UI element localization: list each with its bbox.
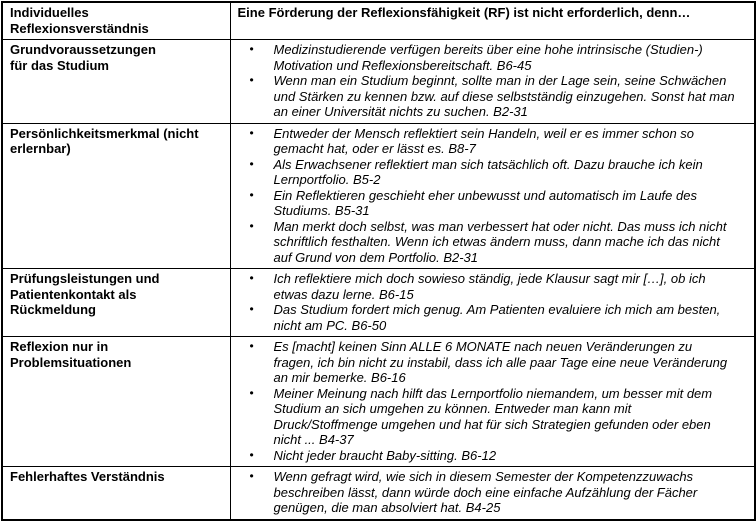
header-row — [2, 2, 755, 40]
quotes-cell — [230, 467, 755, 520]
category-column-header: Individuelles Reflexionsverständnis — [2, 2, 230, 40]
table-row — [2, 123, 755, 269]
category-cell: Fehlerhaftes Verständnis — [2, 467, 230, 520]
bullet-icon: • — [249, 447, 254, 462]
quote-item — [231, 157, 753, 188]
quote-list — [231, 339, 753, 463]
bullet-icon: • — [249, 385, 254, 400]
quote-item — [231, 386, 753, 448]
table-row — [2, 269, 755, 337]
document-page — [0, 1, 756, 521]
quote-item — [231, 73, 753, 120]
bullet-icon: • — [249, 156, 254, 171]
quote-text: Meiner Meinung nach hilft das Lernportfolio niemandem, um besser mit dem Studium an sich umgehen zu können. Entweder man kann mit Druck/Stoffmenge umgehen und hat für sich Strategien gefunden oder eben nicht ... B4-37 — [273, 385, 713, 447]
quotes-cell — [230, 269, 755, 337]
quote-text: Als Erwachsener reflektiert man sich tatsächlich oft. Dazu brauche ich kein Lernportfolio. B5-2 — [273, 156, 703, 187]
quote-list — [231, 271, 753, 333]
quote-list — [231, 42, 753, 120]
table-row — [2, 337, 755, 467]
quote-text: Entweder der Mensch reflektiert sein Handeln, weil er es immer schon so gemacht hat, oder er lässt es. B8-7 — [273, 125, 695, 156]
quote-text: Man merkt doch selbst, was man verbessert hat oder nicht. Das muss ich nicht schriftlich festhalten. Wenn ich etwas ändern muss, dann mache ich das nicht auf Grund von dem Portfolio. B2-31 — [273, 218, 727, 265]
bullet-icon: • — [249, 125, 254, 140]
category-cell: Grundvoraussetzungen für das Studium — [2, 40, 230, 124]
quote-text: Wenn man ein Studium beginnt, sollte man in der Lage sein, seine Schwächen und Stärken zu kennen bzw. auf diese selbstständig einzugehen. Sonst hat man an einer Universität nichts zu suchen. B2-31 — [273, 73, 735, 119]
bullet-icon: • — [249, 73, 254, 87]
quote-item — [231, 339, 753, 386]
quote-text: Ein Reflektieren geschieht eher unbewusst und automatisch im Laufe des Studiums. B5-31 — [273, 187, 697, 218]
category-cell: Prüfungsleistungen und Patientenkontakt als Rückmeldung — [2, 269, 230, 337]
quote-item — [231, 219, 753, 266]
quote-item — [231, 42, 753, 73]
quote-item — [231, 448, 753, 464]
quote-text: Medizinstudierende verfügen bereits über eine hohe intrinsische (Studien-) Motivation und Reflexionsbereitschaft. B6-45 — [273, 42, 703, 73]
category-cell: Reflexion nur in Problemsituationen — [2, 337, 230, 467]
table-row — [2, 467, 755, 520]
quote-text: Nicht jeder braucht Baby-sitting. B6-12 — [273, 447, 497, 463]
quote-item — [231, 271, 753, 302]
quote-item — [231, 302, 753, 333]
reflection-table — [1, 1, 756, 521]
quote-text: Das Studium fordert mich genug. Am Patienten evaluiere ich mich am besten, nicht am PC. B6-50 — [273, 302, 721, 333]
quote-item — [231, 188, 753, 219]
quote-text: Ich reflektiere mich doch sowieso ständig, jede Klausur sagt mir […], ob ich etwas dazu lerne. B6-15 — [273, 271, 706, 302]
quote-text: Es [macht] keinen Sinn ALLE 6 MONATE nach neuen Veränderungen zu fragen, ich bin nicht zu instabil, dass ich alle paar Tage eine neue Veränderung an mir bemerke. B6-16 — [273, 339, 728, 385]
category-cell: Persönlichkeitsmerkmal (nicht erlernbar) — [2, 123, 230, 269]
quote-list — [231, 126, 753, 266]
quote-list — [231, 469, 753, 516]
bullet-icon: • — [249, 302, 254, 316]
bullet-icon: • — [249, 187, 254, 202]
quotes-cell — [230, 40, 755, 124]
bullet-icon: • — [249, 469, 254, 483]
quotes-cell — [230, 337, 755, 467]
bullet-icon: • — [249, 42, 254, 56]
table-row — [2, 40, 755, 124]
quote-text: Wenn gefragt wird, wie sich in diesem Semester der Kompetenzzuwachs beschreiben lässt, dann würde doch eine einfache Aufzählung der Fächer genügen, die man absolviert hat. B4-25 — [273, 469, 698, 515]
quote-item — [231, 469, 753, 516]
quote-item — [231, 126, 753, 157]
statement-column-header: Eine Förderung der Reflexionsfähigkeit (RF) ist nicht erforderlich, denn… — [230, 2, 755, 40]
bullet-icon: • — [249, 218, 254, 233]
quotes-cell — [230, 123, 755, 269]
bullet-icon: • — [249, 271, 254, 285]
bullet-icon: • — [249, 339, 254, 353]
